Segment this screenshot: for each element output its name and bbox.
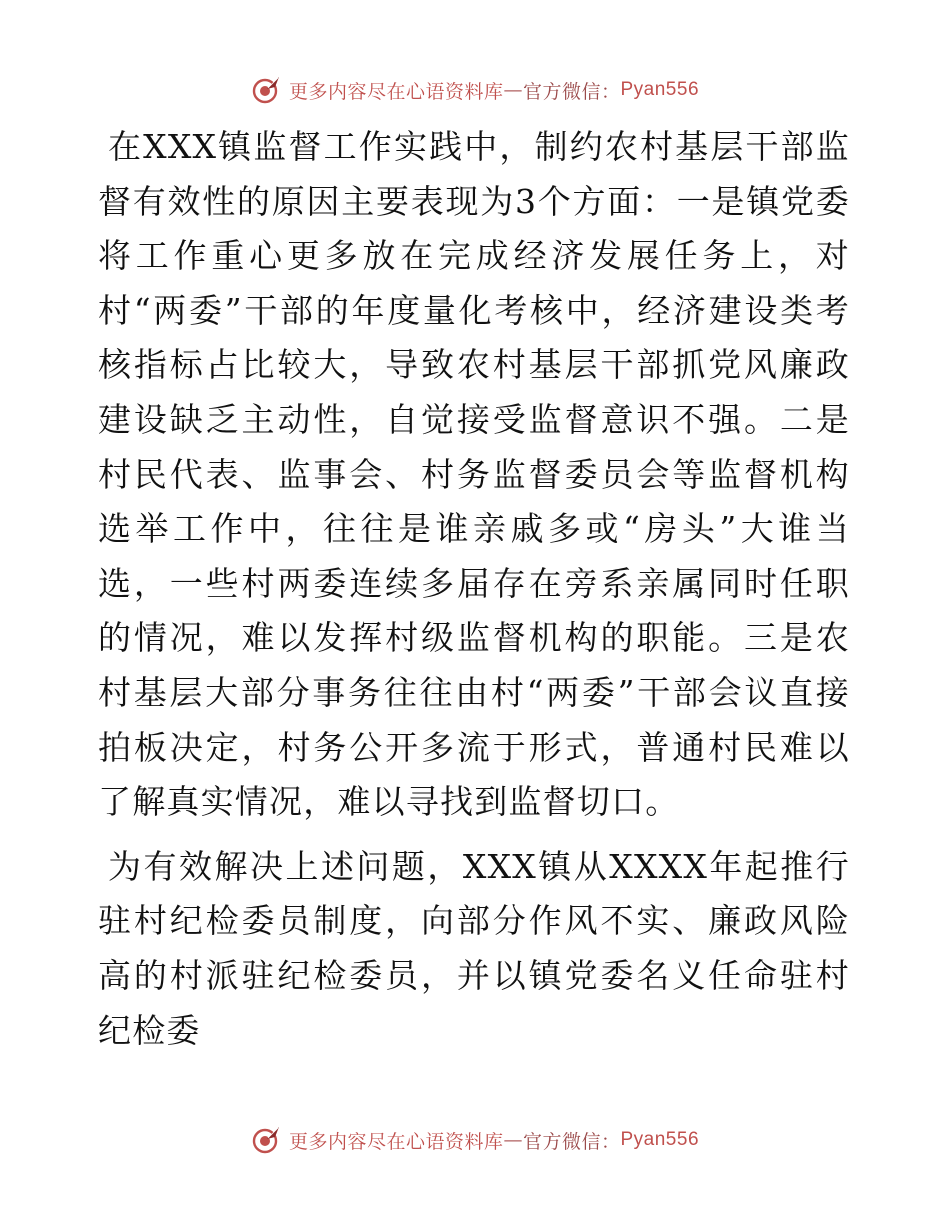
banner-wechat-label: 官方微信： — [522, 80, 621, 103]
banner-main-text: 更多内容尽在心语资料库 — [288, 80, 504, 103]
banner-wechat-handle: Pyan556 — [620, 79, 700, 100]
footer-banner — [0, 1120, 950, 1160]
header-banner — [0, 70, 950, 110]
banner-main-text: 更多内容尽在心语资料库 — [288, 1130, 504, 1153]
document-body — [98, 120, 850, 1058]
paragraph-2: 为有效解决上述问题，XXX镇从XXXX年起推行驻村纪检委员制度，向部分作风不实、廉政风险高的村派驻纪检委员，并以镇党委名义任命驻村纪检委 — [98, 846, 850, 1050]
banner-separator: — — [503, 79, 523, 101]
banner-wechat-handle: Pyan556 — [620, 1129, 700, 1150]
paragraph-1: 在XXX镇监督工作实践中，制约农村基层干部监督有效性的原因主要表现为3个方面：一是镇党委将工作重心更多放在完成经济发展任务上，对村“两委”干部的年度量化考核中，经济建设类考核指标占比较大，导致农村基层干部抓党风廉政建设缺乏主动性，自觉接受监督意识不强。二是村民代表、监事会、村务监督委员会等监督机构选举工作中，往往是谁亲戚多或“房头”大谁当选，一些村两委连续多届存在旁系亲属同时任职的情况，难以发挥村级监督机构的职能。三是农村基层大部分事务往往由村“两委”干部会议直接拍板决定，村务公开多流于形式，普通村民难以了解真实情况，难以寻找到监督切口。 — [98, 127, 850, 822]
banner-separator: — — [503, 1129, 523, 1151]
quill-pen-logo-icon — [251, 75, 281, 105]
quill-pen-logo-icon — [251, 1125, 281, 1155]
banner-wechat-label: 官方微信： — [522, 1130, 621, 1153]
